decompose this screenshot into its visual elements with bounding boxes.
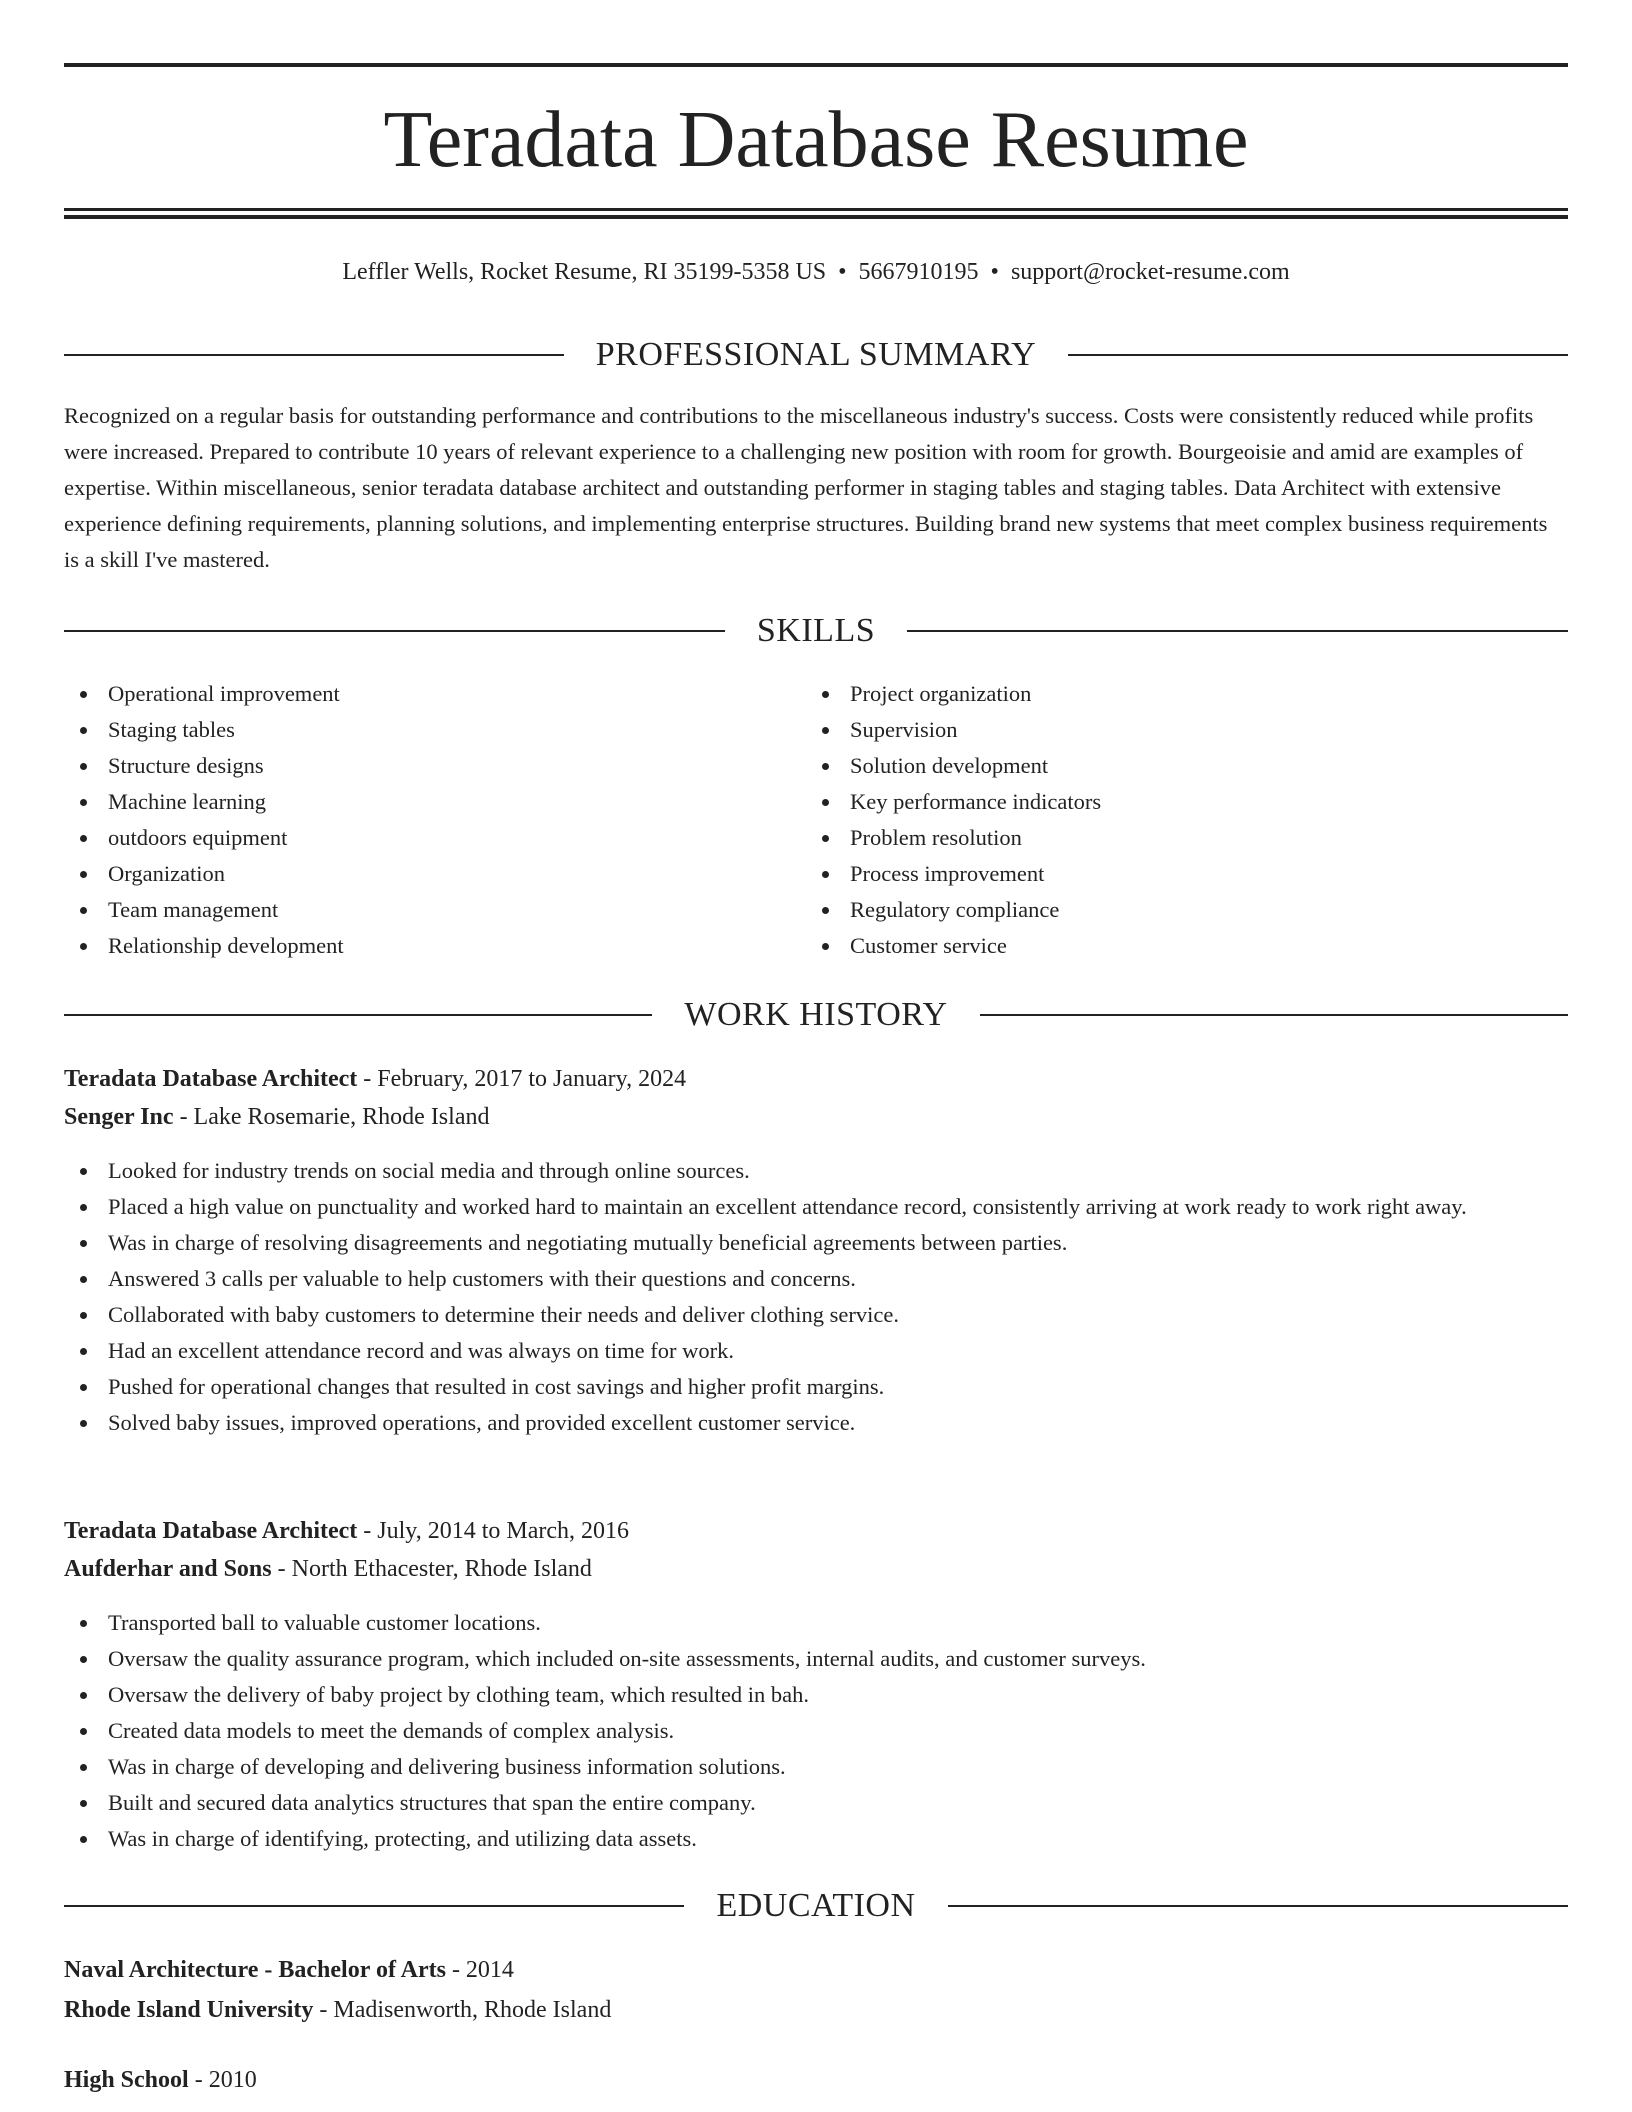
education-school-line [64,1990,1568,2030]
job-bullet: Had an excellent attendance record and was always on time for work. [64,1333,1568,1369]
skill-item: Process improvement [806,856,1506,892]
job-bullet: Was in charge of identifying, protecting, and utilizing data assets. [64,1821,1568,1857]
job-title-line [64,1512,1568,1550]
section-heading-skills [64,609,1568,653]
job-company-line [64,1550,1568,1588]
job-bullet: Looked for industry trends on social media and through online sources. [64,1153,1568,1189]
education-school: Rhode Island University [64,1997,314,2023]
job-bullet: Pushed for operational changes that resulted in cost savings and higher profit margins. [64,1369,1568,1405]
contact-separator: • [838,259,847,285]
job-company: Aufderhar and Sons [64,1556,272,1582]
education-year: - 2010 [188,2067,257,2093]
top-rule [64,63,1568,67]
section-heading-work-history [64,993,1568,1037]
job-bullet: Created data models to meet the demands of complex analysis. [64,1713,1568,1749]
skills-list-left [64,676,764,964]
skill-item: outdoors equipment [64,820,764,856]
contact-address: Leffler Wells, Rocket Resume, RI 35199-5358 US [342,259,827,285]
heading-rule [64,1905,684,1907]
resume-title: Teradata Database Resume [383,96,1249,184]
skills-list-right [806,676,1506,964]
skill-item: Structure designs [64,748,764,784]
heading-rule [1068,354,1568,356]
contact-separator: • [990,259,999,285]
job-location: - North Ethacester, Rhode Island [271,1556,592,1582]
skill-item: Key performance indicators [806,784,1506,820]
contact-phone: 5667910195 [858,259,979,285]
skill-item: Relationship development [64,928,764,964]
education-year: - 2014 [445,1957,514,1983]
job-title-line [64,1060,1568,1098]
skill-item: Customer service [806,928,1506,964]
education-degree-line [64,2060,1568,2100]
section-label: EDUCATION [716,1887,916,1924]
skill-item: Solution development [806,748,1506,784]
job-company: Senger Inc [64,1104,174,1130]
job-bullets [64,1153,1568,1441]
heading-rule [907,630,1568,632]
job-dates: - July, 2014 to March, 2016 [357,1518,630,1544]
job-company-line [64,1098,1568,1136]
job-bullet: Collaborated with baby customers to determine their needs and deliver clothing service. [64,1297,1568,1333]
job-bullet: Was in charge of resolving disagreements and negotiating mutually beneficial agreements between parties. [64,1225,1568,1261]
heading-rule [64,630,725,632]
job-bullet: Built and secured data analytics structures that span the entire company. [64,1785,1568,1821]
job-bullet: Transported ball to valuable customer locations. [64,1605,1568,1641]
education-location: - Madisenworth, Rhode Island [313,1997,612,2023]
job-dates: - February, 2017 to January, 2024 [357,1066,687,1092]
job-bullet: Was in charge of developing and delivering business information solutions. [64,1749,1568,1785]
title-rule-upper [64,208,1568,211]
education-degree: High School [64,2067,189,2093]
skill-item: Staging tables [64,712,764,748]
contact-email: support@rocket-resume.com [1010,259,1290,285]
skill-item: Team management [64,892,764,928]
skill-item: Project organization [806,676,1506,712]
job-bullet: Oversaw the quality assurance program, which included on-site assessments, internal audits, and customer surveys. [64,1641,1568,1677]
title-rule-lower [64,215,1568,219]
job-bullet: Answered 3 calls per valuable to help customers with their questions and concerns. [64,1261,1568,1297]
heading-rule [64,1014,652,1016]
skill-item: Organization [64,856,764,892]
section-label: SKILLS [756,612,876,649]
heading-rule [64,354,564,356]
heading-rule [948,1905,1568,1907]
skill-item: Problem resolution [806,820,1506,856]
skill-item: Operational improvement [64,676,764,712]
contact-line [64,254,1568,290]
summary-text: Recognized on a regular basis for outstanding performance and contributions to the miscellaneous industry's success. Costs were consistently reduced while profits were increased. Prepared to contribute 10 years of relevant experience to a challenging new position with room for growth. Bourgeoisie and amid are examples of expertise. Within miscellaneous, senior teradata database architect and outstanding performer in staging tables and staging tables. Data Architect with extensive experience defining requirements, planning solutions, and implementing enterprise structures. Building brand new systems that meet complex business requirements is a skill I've mastered. [64,403,1548,572]
job-bullet: Placed a high value on punctuality and worked hard to maintain an excellent attendance record, consistently arriving at work ready to work right away. [64,1189,1568,1225]
heading-rule [980,1014,1568,1016]
education-degree: Naval Architecture - Bachelor of Arts [64,1957,446,1983]
skill-item: Regulatory compliance [806,892,1506,928]
section-label: PROFESSIONAL SUMMARY [595,336,1037,373]
section-heading-education [64,1884,1568,1928]
education-degree-line [64,1950,1568,1990]
job-bullets [64,1605,1568,1857]
job-title: Teradata Database Architect [64,1066,358,1092]
job-bullet: Solved baby issues, improved operations, and provided excellent customer service. [64,1405,1568,1441]
section-label: WORK HISTORY [684,996,948,1033]
skill-item: Supervision [806,712,1506,748]
section-heading-summary [64,333,1568,377]
skill-item: Machine learning [64,784,764,820]
job-title: Teradata Database Architect [64,1518,358,1544]
job-bullet: Oversaw the delivery of baby project by clothing team, which resulted in bah. [64,1677,1568,1713]
job-location: - Lake Rosemarie, Rhode Island [173,1104,490,1130]
